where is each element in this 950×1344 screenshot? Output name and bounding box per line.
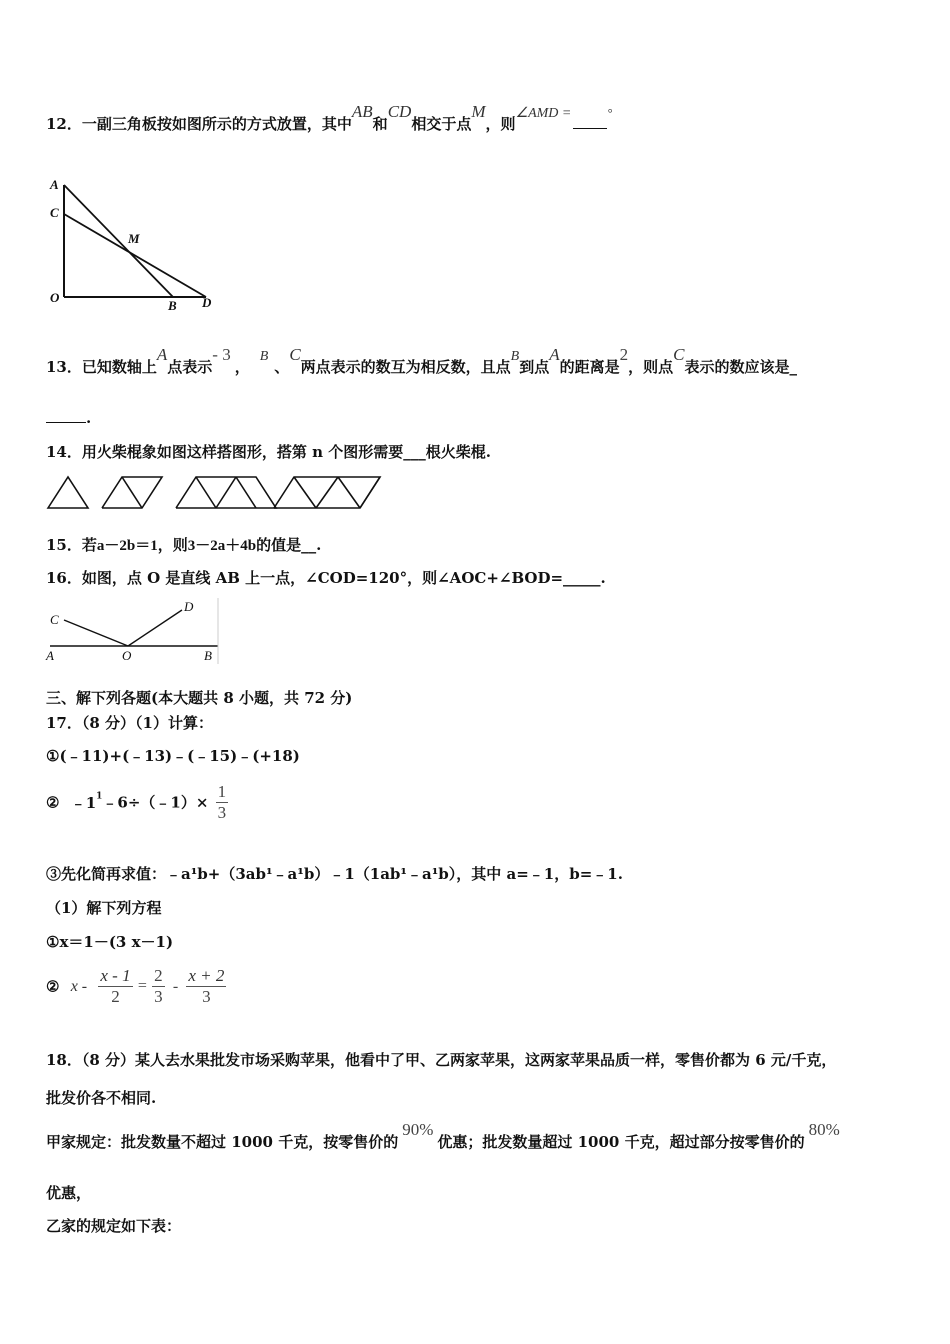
- q13-c2: C: [673, 345, 685, 364]
- q15-text-2: ，则: [157, 536, 188, 554]
- q14-text: 用火柴棍象如图这样搭图形，搭第 n 个图形需要___根火柴棍.: [81, 443, 491, 461]
- q13-b2: B: [510, 349, 520, 364]
- q16-figure: [44, 598, 222, 664]
- q18-line-2: 批发价各不相同.: [46, 1089, 157, 1107]
- q12-figure: [44, 176, 224, 314]
- section-3-heading: 三、解下列各题(本大题共 8 小题，共 72 分): [46, 689, 353, 707]
- q17-part-2-b: ﹣6÷（﹣1）×: [102, 793, 209, 812]
- q17-eq2-d1: 2: [111, 987, 120, 1006]
- q12-label-m: M: [128, 231, 140, 246]
- q16-ray-od: [128, 610, 182, 646]
- q13-continuation: [46, 408, 91, 428]
- q12-answer-blank: [573, 114, 607, 129]
- q13-a2: A: [549, 345, 560, 364]
- q13-text-6: 到点: [519, 358, 550, 376]
- q18-line-3-b: 优惠；批发数量超过 1000 千克，超过部分按零售价的: [437, 1133, 805, 1151]
- q13-number: 13．: [46, 358, 82, 376]
- q14-shape-1: [48, 477, 88, 508]
- q17-equation-1: ①x＝1－(3 x－1): [46, 933, 174, 951]
- q12-line-cd: [64, 214, 206, 297]
- q14-figure: [44, 474, 386, 512]
- q17-fraction-denominator: 3: [217, 803, 227, 822]
- q17-part-2-sup: 1: [96, 791, 103, 802]
- q18-line-3-a: 甲家规定：批发数量不超过 1000 千克，按零售价的: [46, 1133, 399, 1151]
- q12-cd: CD: [387, 102, 412, 121]
- q12-line: [46, 102, 613, 136]
- q16-number: 16．: [46, 569, 82, 587]
- q12-label-d: D: [202, 295, 212, 310]
- q13-neg3: - 3: [212, 345, 231, 364]
- q13-text-8: ，则点: [628, 358, 674, 376]
- q17-part-2: [46, 782, 228, 823]
- q16-label-c: C: [50, 612, 59, 627]
- q17-part-2-fraction: [216, 782, 229, 823]
- q15-expr-2: 3－2a＋4b: [187, 538, 257, 554]
- q13-text-2: 点表示: [167, 358, 213, 376]
- q13-a: A: [156, 345, 168, 364]
- q15-number: 15．: [46, 536, 82, 554]
- q13-text-3: ，: [234, 358, 250, 376]
- q16-label-o: O: [122, 648, 132, 663]
- q13-two: 2: [619, 345, 629, 364]
- q18-percent-90: 90%: [402, 1120, 434, 1139]
- q12-number: 12．: [46, 115, 82, 133]
- q17-part-3: ③先化简再求值：﹣a¹b+（3ab¹﹣a¹b）﹣1（1ab¹﹣a¹b），其中 a=﹣1，b=﹣1.: [46, 865, 623, 883]
- q14-line: [46, 442, 491, 462]
- q17-part-2-mark: ②: [46, 793, 60, 812]
- q12-line-ab: [64, 185, 173, 297]
- q17-eq2-n3: x + 2: [188, 966, 225, 985]
- q12-label-b: B: [168, 298, 177, 313]
- q18-line-1: 18．（8 分）某人去水果批发市场采购苹果，他看中了甲、乙两家苹果，这两家苹果品质一样，零售价都为 6 元/千克，: [46, 1051, 837, 1069]
- q13-tail: .: [86, 409, 92, 427]
- q13-text-4: 、: [274, 358, 290, 376]
- q13-text-7: 的距离是: [559, 358, 620, 376]
- q17-eq2-frac-2: [152, 966, 165, 1007]
- q12-ab: AB: [351, 102, 373, 121]
- q17-eq2-n1: x - 1: [100, 966, 131, 985]
- q17-subheader: （1）解下列方程: [46, 899, 162, 917]
- q12-m: M: [471, 102, 486, 121]
- q12-label-c: C: [50, 205, 59, 220]
- q13-text-9: 表示的数应该是_: [684, 358, 798, 376]
- q13-b: B: [259, 349, 269, 364]
- q18-percent-80: 80%: [808, 1120, 840, 1139]
- q12-text-1: 一副三角板按如图所示的方式放置，其中: [81, 115, 352, 133]
- q17-eq2-minus: -: [172, 977, 179, 995]
- q17-eq2-d2: 3: [154, 987, 163, 1006]
- q12-he: 和: [372, 115, 388, 133]
- q16-text: 如图，点 O 是直线 AB 上一点，∠COD=120°，则∠AOC+∠BOD=_____.: [81, 569, 606, 587]
- q17-header: 17．（8 分）（1）计算：: [46, 714, 213, 732]
- q17-equation-2: [46, 966, 226, 1007]
- q17-fraction-numerator: 1: [217, 782, 227, 801]
- q15-text-1: 若: [81, 536, 97, 554]
- q17-eq2-mark: ②: [46, 977, 60, 996]
- q13-line: [46, 345, 798, 379]
- q17-eq2-frac-1: [98, 966, 132, 1007]
- q12-label-o: O: [50, 290, 60, 305]
- q16-label-a: A: [46, 648, 54, 663]
- q12-angle: ∠AMD =: [515, 106, 572, 121]
- q18-line-3: [46, 1120, 840, 1152]
- q17-part-1: ①(﹣11)+(﹣13)﹣(﹣15)﹣(+18): [46, 747, 300, 765]
- q12-text-2: 相交于点: [411, 115, 472, 133]
- q13-answer-blank: [46, 408, 86, 423]
- q13-text-1: 已知数轴上: [81, 358, 157, 376]
- q16-label-b: B: [204, 648, 212, 663]
- q16-label-d: D: [184, 599, 194, 614]
- q13-text-5: 两点表示的数互为相反数，且点: [300, 358, 511, 376]
- q17-eq2-d3: 3: [202, 987, 211, 1006]
- q17-eq2-frac-3: [186, 966, 226, 1007]
- q12-text-3: ，则: [485, 115, 516, 133]
- q12-label-a: A: [50, 177, 59, 192]
- q13-c: C: [289, 345, 301, 364]
- q17-eq2-equals: =: [137, 977, 147, 995]
- q17-eq2-n2: 2: [154, 966, 163, 985]
- q18-line-4: 优惠，: [46, 1184, 92, 1202]
- q15-expr-1: a－2b＝1: [96, 538, 158, 554]
- q17-eq2-x: x -: [70, 977, 88, 995]
- q12-degree: °: [607, 106, 613, 120]
- q16-ray-oc: [64, 620, 128, 646]
- q15-text-3: 的值是__.: [256, 536, 322, 554]
- q17-part-2-a: ﹣1: [70, 793, 97, 812]
- q15-line: [46, 535, 321, 556]
- q16-line: [46, 568, 606, 588]
- q14-number: 14．: [46, 443, 82, 461]
- q18-line-5: 乙家的规定如下表：: [46, 1217, 182, 1235]
